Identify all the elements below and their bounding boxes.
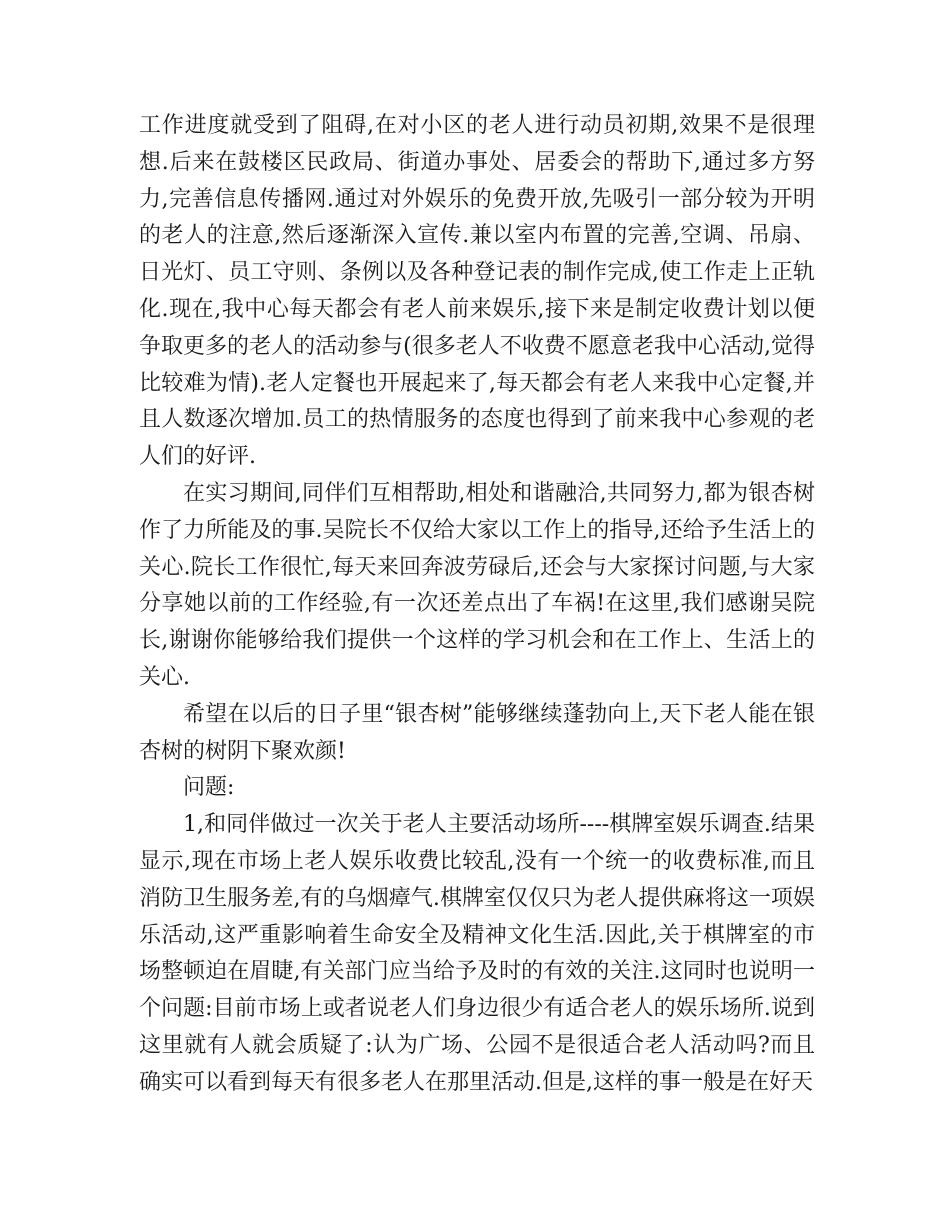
paragraph-questions-heading: 问题: xyxy=(183,775,235,801)
document-body xyxy=(139,108,815,1102)
paragraph-progress-report: 工作进度就受到了阻碍,在对小区的老人进行动员初期,效果不是很理想.后来在鼓楼区民政局、街道办事处、居委会的帮助下,通过多方努力,完善信息传播网.通过对外娱乐的免费开放,先吸引一部分较为开明的老人的注意,然后逐渐深入宣传.兼以室内布置的完善,空调、吊扇、日光灯、员工守则、条例以及各种登记表的制作完成,使工作走上正轨化.现在,我中心每天都会有老人前来娱乐,接下来是制定收费计划以便争取更多的老人的活动参与(很多老人不收费不愿意老我中心活动,觉得比较难为情).老人定餐也开展起来了,每天都会有老人来我中心定餐,并且人数逐次增加.员工的热情服务的态度也得到了前来我中心参观的老人们的好评. xyxy=(139,113,815,470)
paragraph-question-one: 1,和同伴做过一次关于老人主要活动场所----棋牌室娱乐调查.结果显示,现在市场上老人娱乐收费比较乱,没有一个统一的收费标准,而且消防卫生服务差,有的乌烟瘴气.棋牌室仅仅只为老人提供麻将这一项娱乐活动,这严重影响着生命安全及精神文化生活.因此,关于棋牌室的市场整顿迫在眉睫,有关部门应当给予及时的有效的关注.这同时也说明一个问题:目前市场上或者说老人们身边很少有适合老人的娱乐场所.说到这里就有人就会质疑了:认为广场、公园不是很适合老人活动吗?而且确实可以看到每天有很多老人在那里活动.但是,这样的事一般是在好天 xyxy=(139,812,815,1095)
paragraph-wishes: 希望在以后的日子里“银杏树”能够继续蓬勃向上,天下老人能在银杏树的树阴下聚欢颜! xyxy=(139,701,815,764)
paragraph-internship-thanks: 在实习期间,同伴们互相帮助,相处和谐融洽,共同努力,都为银杏树作了力所能及的事.吴院长不仅给大家以工作上的指导,还给予生活上的关心.院长工作很忙,每天来回奔波劳碌后,还会与大家探讨问题,与大家分享她以前的工作经验,有一次还差点出了车祸!在这里,我们感谢吴院长,谢谢你能够给我们提供一个这样的学习机会和在工作上、生活上的关心. xyxy=(139,480,815,690)
